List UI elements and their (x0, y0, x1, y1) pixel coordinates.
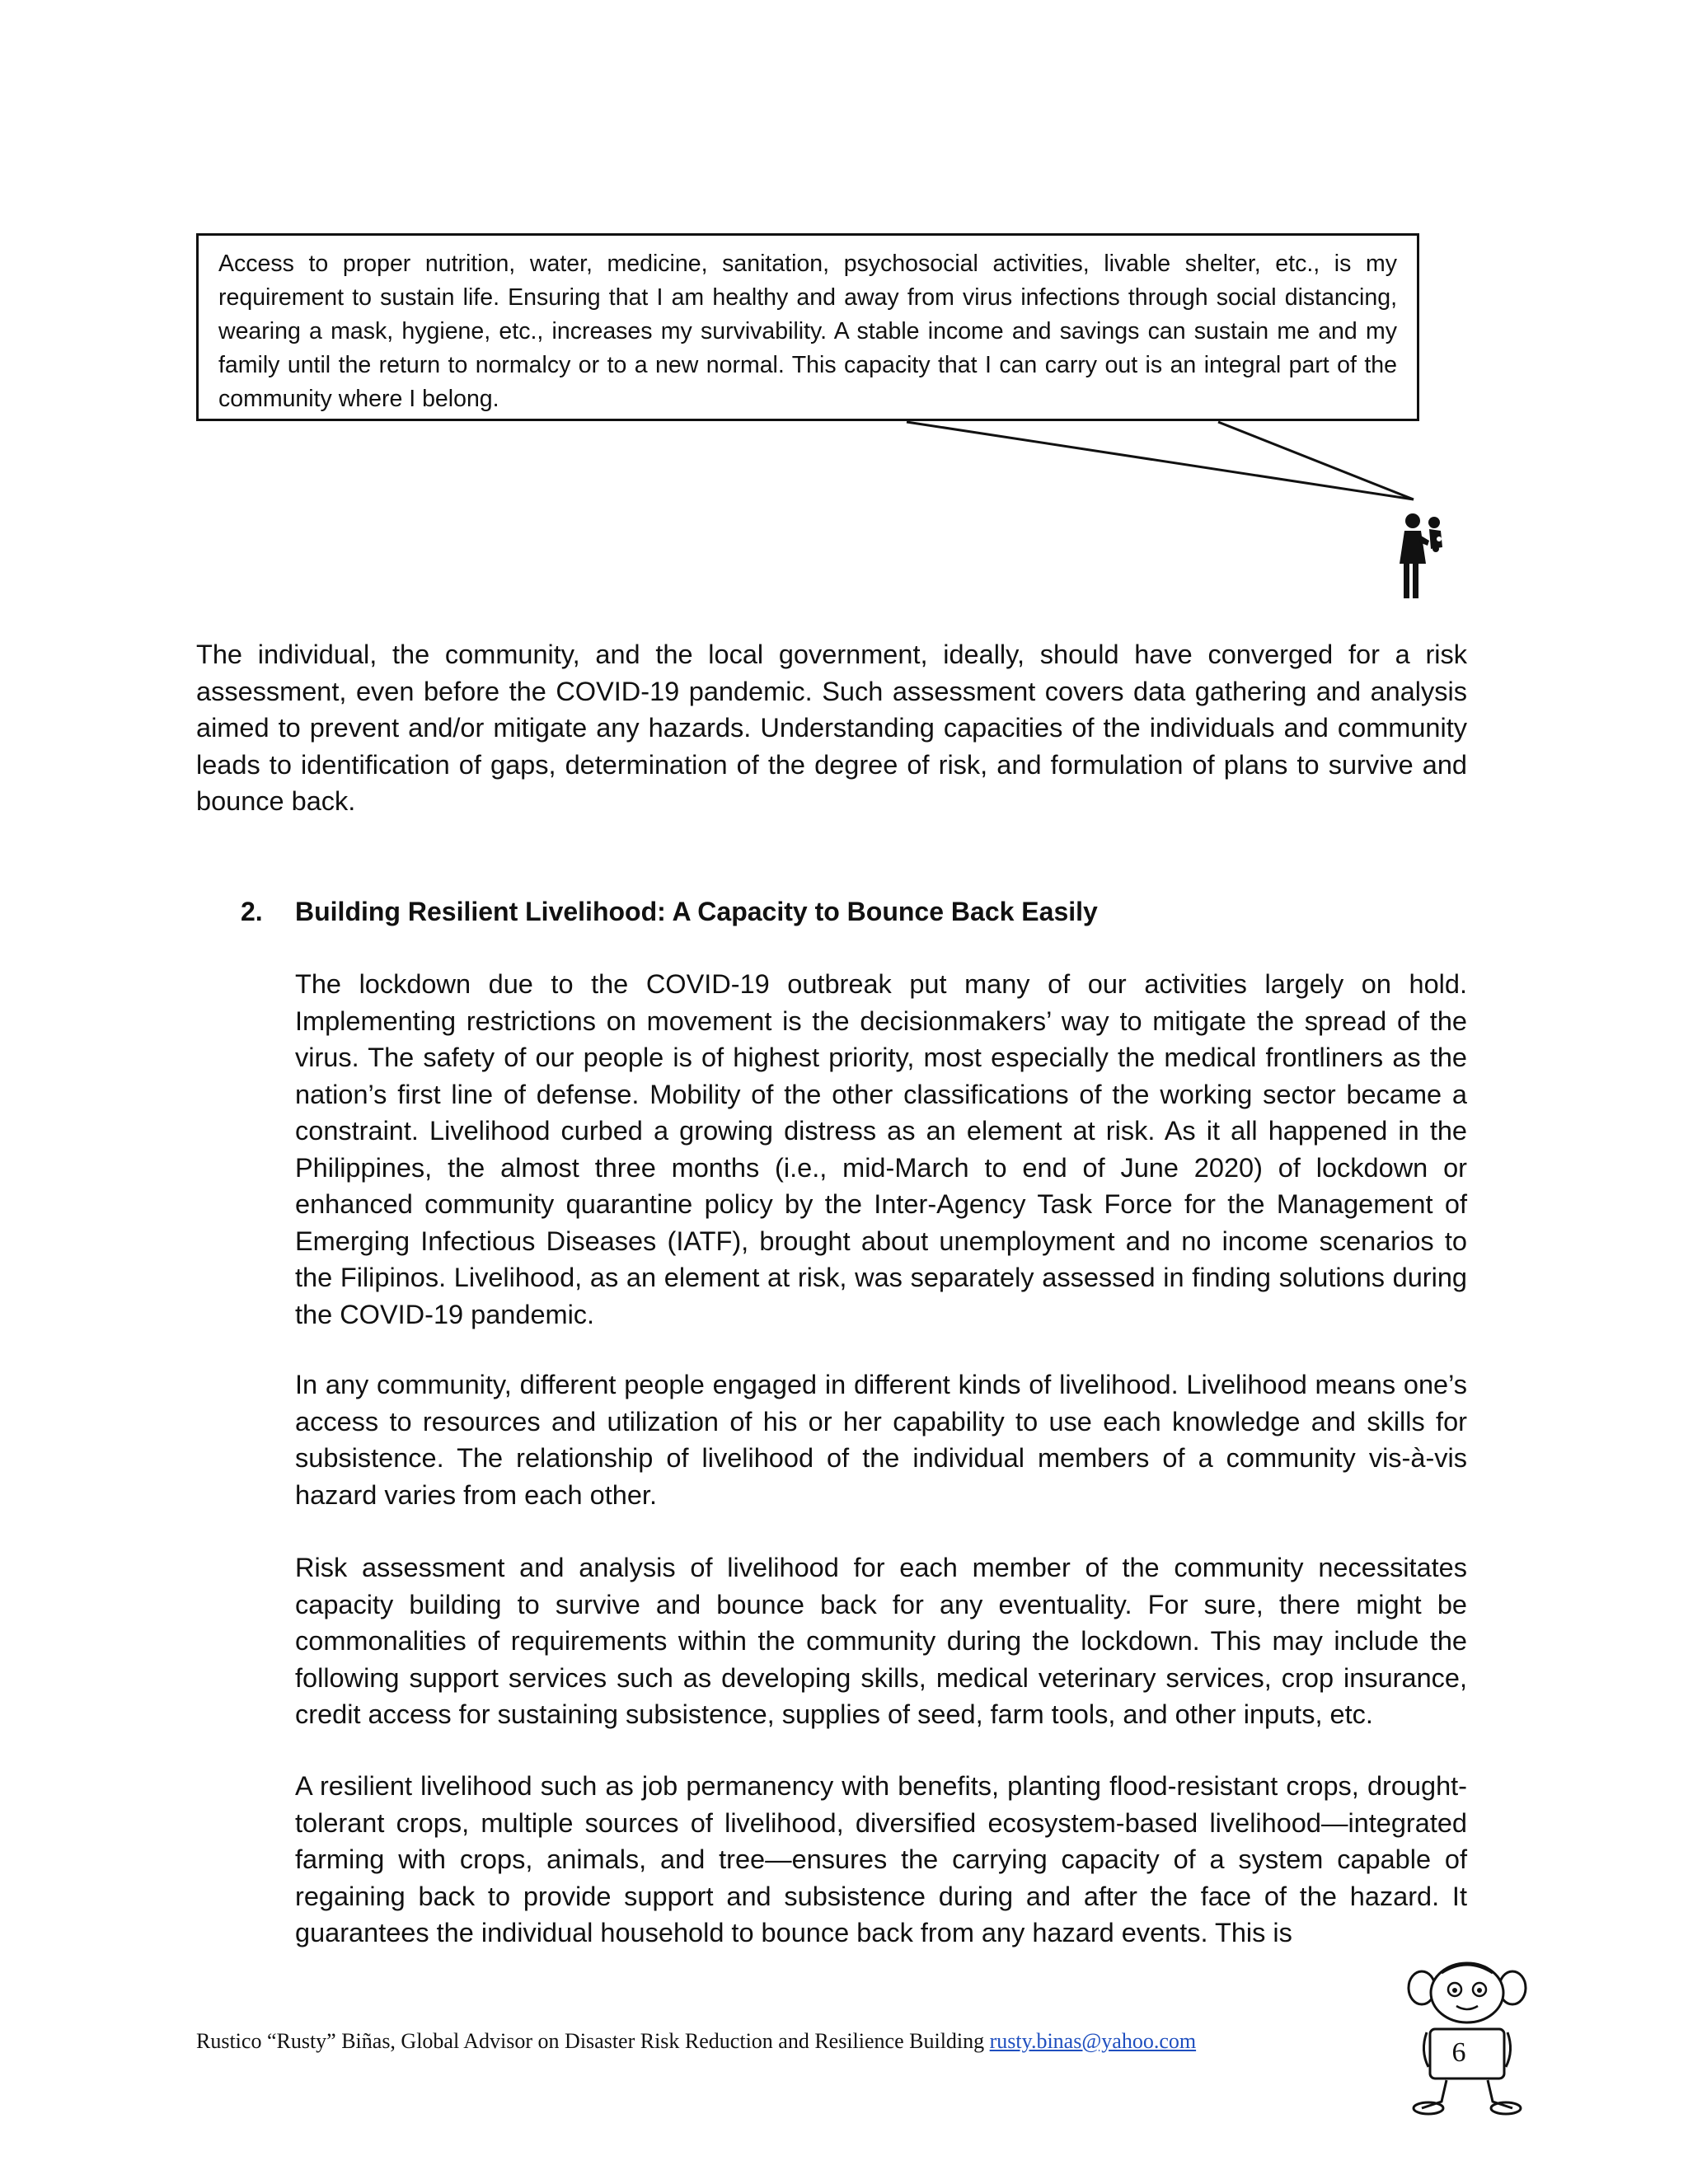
section-heading (241, 893, 1477, 930)
body-paragraph: A resilient livelihood such as job permanency with benefits, planting flood-resistant crops, drought-tolerant crops, multiple sources of livelihood, diversified ecosystem-based livelihood—integrated farming with crops, animals, and tree—ensures the carrying capacity of a system capable of regaining back to provide support and subsistence during and after the face of the hazard. It guarantees the individual household to bounce back from any hazard events. This is (295, 1771, 1467, 1947)
body-paragraph: The lockdown due to the COVID-19 outbreak put many of our activities largely on hold. Implementing restrictions on movement is the decisionmakers’ way to mitigate the spread of the virus. The safety of our people is of highest priority, most especially the medical frontliners as the nation’s first line of defense. Mobility of the other classifications of the working sector became a constraint. Livelihood curbed a growing distress as an element at risk. As it all happened in the Philippines, the almost three months (i.e., mid-March to end of June 2020) of lockdown or enhanced community quarantine policy by the Inter-Agency Task Force for the Management of Emerging Infectious Diseases (IATF), brought about unemployment and no income scenarios to the Filipinos. Livelihood, as an element at risk, was separately assessed in finding solutions during the COVID-19 pandemic. (295, 969, 1467, 1329)
footer-author: Rustico “Rusty” Biñas, Global Advisor on Disaster Risk Reduction and Resilience Building (196, 2029, 985, 2053)
section-number: 2. (241, 897, 263, 926)
section-title: Building Resilient Livelihood: A Capacity to Bounce Back Easily (295, 897, 1098, 926)
body-paragraph: Risk assessment and analysis of livelihood for each member of the community necessitates capacity building to survive and bounce back for any eventuality. For sure, there might be commonalities of requirements within the community during the lockdown. This may include the following support services such as developing skills, medical veterinary services, crop insurance, credit access for sustaining subsistence, supplies of seed, farm tools, and other inputs, etc. (295, 1553, 1467, 1729)
mother-carrying-child-icon (1393, 511, 1451, 602)
footer-email-link[interactable]: rusty.binas@yahoo.com (989, 2029, 1197, 2053)
page-number: 6 (1451, 2037, 1466, 2068)
page-footer (196, 2029, 1268, 2054)
body-paragraph: In any community, different people engaged in different kinds of livelihood. Livelihood means one’s access to resources and utilization of his or her capability to use each knowledge and skills for subsistence. The relationship of livelihood of the individual members of a community vis-à-vis hazard varies from each other. (295, 1370, 1467, 1510)
intro-paragraph: The individual, the community, and the local government, ideally, should have converged for a risk assessment, even before the COVID-19 pandemic. Such assessment covers data gathering and analysis aimed to prevent and/or mitigate any hazards. Understanding capacities of the individuals and community leads to identification of gaps, determination of the degree of risk, and formulation of plans to survive and bounce back. (196, 640, 1467, 816)
callout-text: Access to proper nutrition, water, medicine, sanitation, psychosocial activities, livable shelter, etc., is my requirement to sustain life. Ensuring that I am healthy and away from virus infections through social distancing, wearing a mask, hygiene, etc., increases my survivability. A stable income and savings can sustain me and my family until the return to normalcy or to a new normal. This capacity that I can carry out is an integral part of the community where I belong. (218, 251, 1397, 412)
speech-callout-box (196, 233, 1419, 421)
